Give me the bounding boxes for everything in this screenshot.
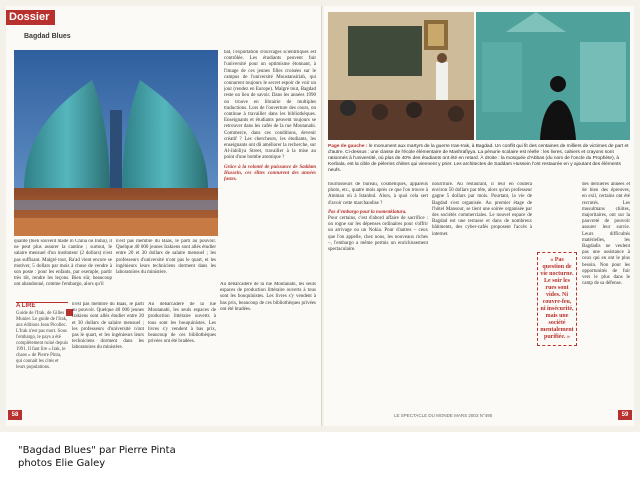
article-column-bottom-3: Au débarcadère de la rue Moutanabi, les seuls espaces de production littéraire ouverts à tous sont les bouquinistes. Les livres s'y vendent à bas prix, beaucoup de ces bibliothèques privées ont été bradées. [220, 282, 316, 312]
a-lire-box [16, 302, 68, 406]
article-kicker: Bagdad Blues [24, 33, 71, 40]
mosque-illustration [476, 12, 630, 140]
a-lire-body: Guide de l'Irak, de Gilles Munier. Le guide de l'Irak, aux éditions Jean Picollec. L'Irak n'est pas mort. Sous l'embargo, le pays a été complètement ruiné depuis 1991. Il faut lire « Irak, le chaos » de Pierre Pinta, qui connaît les cités et leurs populations. [16, 311, 68, 370]
martyrs-monument-photo [14, 50, 218, 236]
page-number-right: 59 [618, 410, 632, 420]
right-page [324, 6, 634, 426]
classroom-photo [328, 12, 474, 140]
magazine-footer: LE SPECTACLE DU MONDE MARS 2003 N°490 [394, 413, 493, 418]
mosque-photo [476, 12, 630, 140]
page-number-left: 58 [8, 410, 22, 420]
article-column-bottom-5: Au débarcadère de la rue Moutanabi, les seuls espaces de production littéraire ouverts à tous sont les bouquinistes. Les livres s'y vendent à bas prix, beaucoup de ces bibliothèques privées ont été bradées. [148, 302, 216, 345]
credits-title: "Bagdad Blues" par Pierre Pinta [18, 445, 176, 456]
article-column-bottom-4: n'est pas membre du Baas, le parti au pouvoir. Quelque 40 000 jeunes Irakiens sont allés étudier entre 20 et 30 dollars de salaire mensuel ; les professeurs d'université n'ont pas le quart, et les ingénieurs leurs techniciens dorment dans les laboratoires du ministère. [72, 302, 144, 351]
article-column-right-1: fournisseurs de bureau, cosmétiques, appareils photo, etc., quatre mois après ce que l'on trouve à Amman où à Istanbul. Alors, à quoi cela sert d'avoir cette marchandise ? Pas d'embargo pour la nomenklatura. Pour certains, c'est d'abord affaire de sacrifice : on rogne sur les dépenses ordinaires pour s'offrir un arrivage ou un Nokia. Pour d'autres – ceux que l'on appelle, chez nous, les nouveaux riches –, l'embargo a même permis un enrichissement spectaculaire. [328, 182, 428, 253]
article-column-bottom-2: n'est pas membre du Baas, le parti au pouvoir. Quelque 40 000 jeunes Irakiens sont allés étudier entre 20 et 30 dollars de salaire mensuel ; les professeurs d'université n'ont pas le quart, et les ingénieurs leurs techniciens dorment dans les laboratoires du ministère. [116, 239, 216, 276]
classroom-illustration [328, 12, 474, 140]
article-column-bottom-1: qualité (bien souvent made in China ou India), il ne peut plus assurer la cantine ; surtout, le salaire mensuel d'un instituteur (2 dollars) n'est pas suffisant. Malgré tout, Ra'ad vient encore se motiver, 5 dollars par mois à chose de vendre à son poste : pour les enfants, par exemple, partir très tôt, rendre les leçons. Bien sûr, beaucoup ont abandonné, comme l'embargo, alors qu'il [14, 239, 112, 288]
a-lire-title: A LIRE [16, 303, 36, 309]
article-column-right-4: des dernières années et de bien des épreuves, en exil, certains ont été recrutés. Les musulmans chiites, majoritaires, ont sur la pauvreté de pouvoir assurer leur survie. Leurs difficultés matérielles, les Bagdadis ne veulent pas une assistance à ceux qui en ont le plus besoin. Non pour les opportunités de fuir vers le plus dans le camp de sa défense. [582, 182, 630, 287]
photo-caption: Page de gauche : le monument aux martyrs de la guerre Iran-Irak, à Bagdad. Un conflit qui fit des centaines de milliers de victimes de part et d'autre. Ci-dessus : une classe de l'école élémentaire de Mashrafiyya. La pénurie scolaire est réelle : les livres, cahiers et crayons sont rationnés à l'université, où plus de 40% des étudiants ont été en retard. À droite : la mosquée d'Abbas (du nom de l'oncle du Prophète), à Kerbala, est la cible de pèlerins chiites qui viennent y prier. Les architectes de Saddam Hussein l'ont restaurée en y ajoutant des éléments neufs. [328, 144, 629, 173]
article-column-top-right: bat, l'exportation d'ouvrages scientifiques est contrôlée. Les étudiants peuvent fuir l'université pour un optimisme étonnant, à l'image de ces jeunes filles croisées sur le campus de l'université Moustansiriah, qui connurent toujours le secret espoir de voir un jour (rendez en Europe). Malgré tout, Bagdad reste un lieu de savoir. Dans les années 1990 on trouve en librairie de multiples traductions. Lors de l'ouverture des cours, on continue à travailler dans les bibliothèques. Enseignants et étudiants peuvent toujours se retrouver dans les cafés de la rue Moutanabi. Commerce, dans ces conditions, devenir créatif ? Les chercheurs, les étudiants, les enseignants ont dû améliorer la recherche, sur Al-Jahiliya Street, travailler à la mise au point d'une bombe atomique ? Grâce à la volonté de puissance de Saddam Hussein, ces élites connurent des années fastes. [224, 50, 316, 183]
article-column-right-2: nourriture. Au restaurant, il leur en coûtera environ 50 dollars par tête, alors qu'un professeur gagne 5 dollars par mois. Pourtant, la vie de Bagdad s'est organisée. Au premier étage de l'hôtel Mansour, se tient une soirée organisée par des sociétés commerciales. Le nouvel espace de Bagdad est une terrasse et dans de nombreux bâtiments, des cyber-cafés proposent l'accès à internet. [432, 182, 532, 237]
section-tag: Dossier [6, 10, 55, 25]
credits [18, 444, 176, 470]
credits-photos: photos Elie Galey [18, 458, 106, 469]
left-page [6, 6, 322, 426]
pull-quote: « Pas question de vie nocturne. Le soir les rues sont vides. Ni couvre-feu, ni insécurité, mais une société mentalement purifiée. » [537, 252, 577, 346]
monument-illustration [14, 50, 218, 236]
